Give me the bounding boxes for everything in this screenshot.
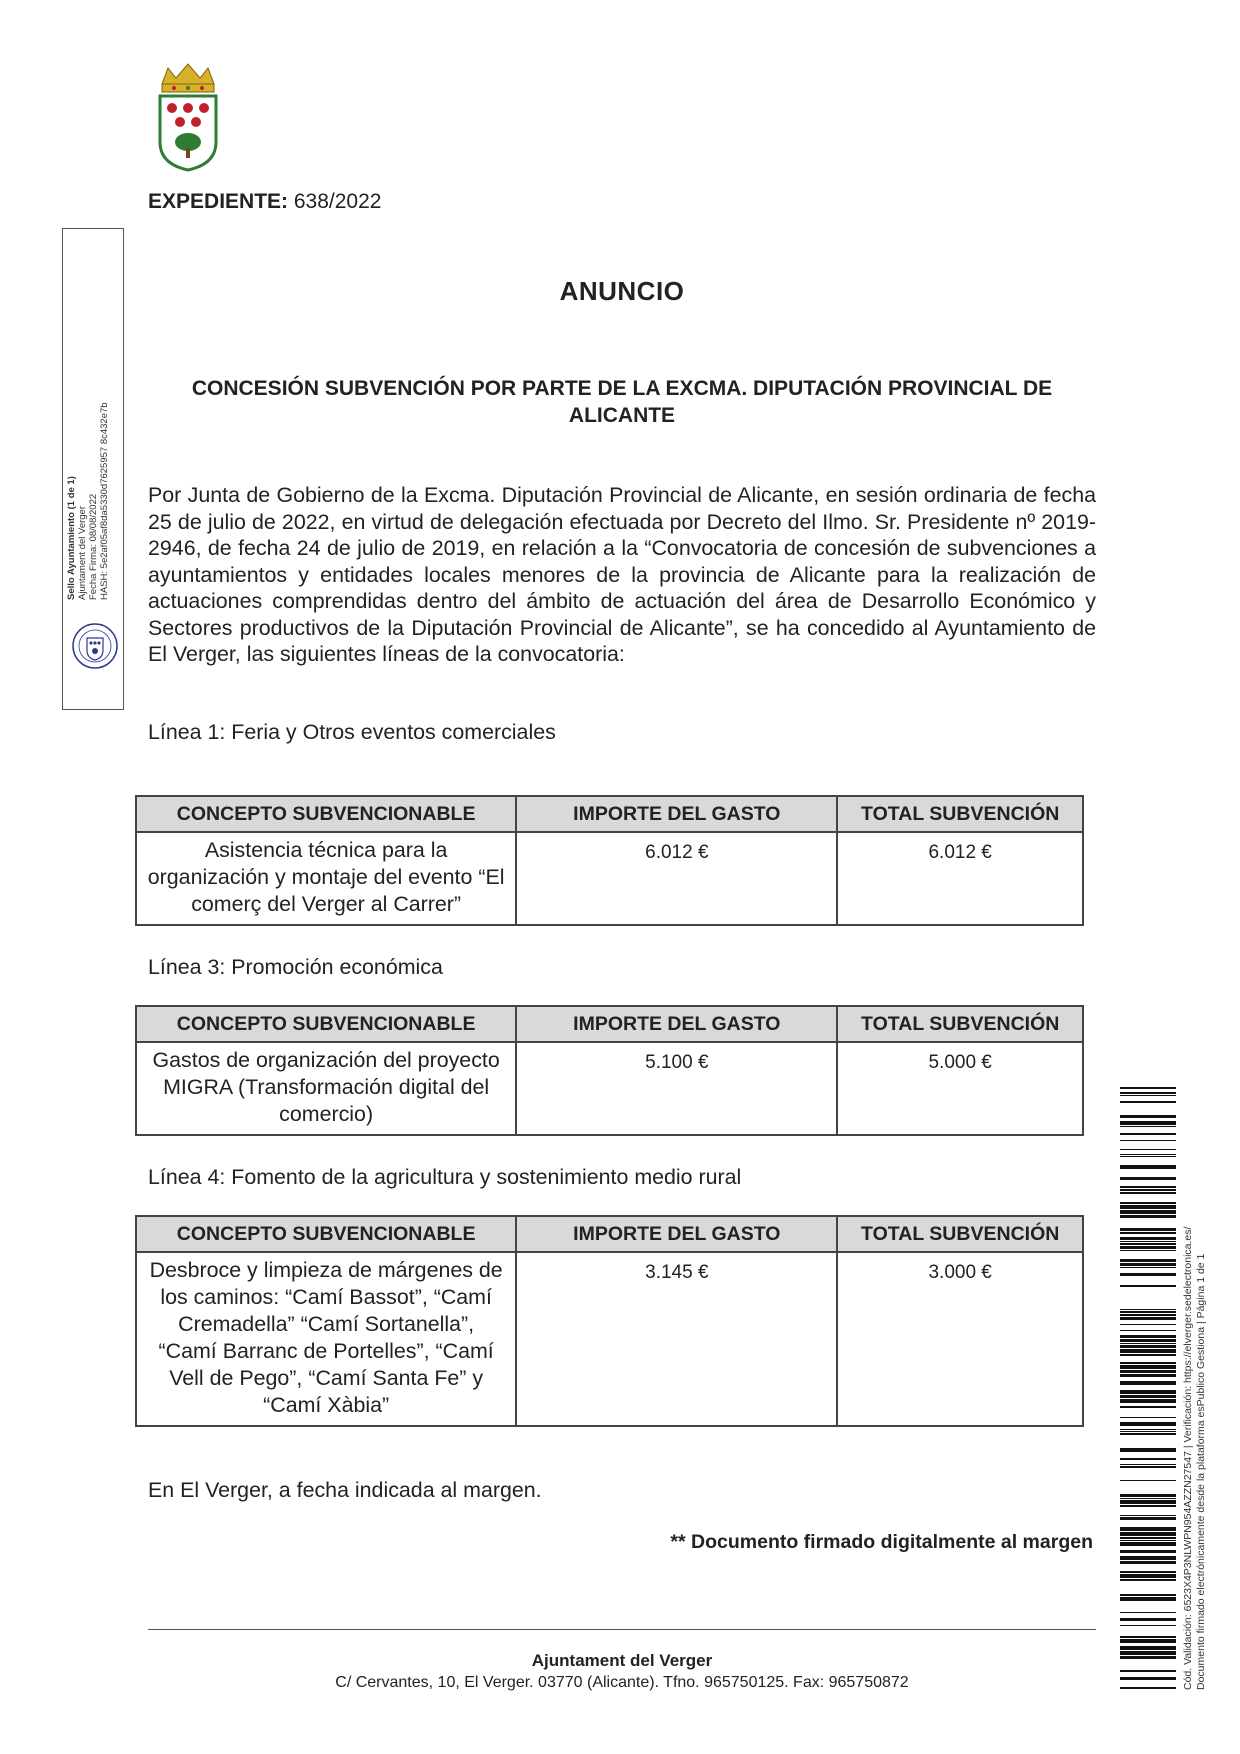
seal-line-2: Ajuntament del Verger bbox=[77, 505, 88, 600]
body-paragraph: Por Junta de Gobierno de la Excma. Diputación Provincial de Alicante, en sesión ordinaria de fecha 25 de julio de 2022, en virtud de delegación efectuada por Decreto del Ilmo. Sr. Presidente nº 2019-2946, de fecha 24 de julio de 2019, en relación a la “Convocatoria de concesión de subvenciones a ayuntamientos y entidades locales menores de la provincia de Alicante para la realización de actuaciones comprendidas dentro del ámbito de actuación del área de Desarrollo Económico y Sectores productivos de la Diputación Provincial de Alicante”, se ha concedido al Ayuntamiento de El Verger, las siguientes líneas de la convocatoria: bbox=[148, 483, 1096, 666]
document-title: ANUNCIO bbox=[559, 276, 685, 306]
header-importe: IMPORTE DEL GASTO bbox=[516, 1216, 837, 1252]
expediente-label: EXPEDIENTE: bbox=[148, 190, 289, 213]
seal-line-4: HASH: 5e2af05af8da5330d7625957 8c432e7b bbox=[99, 402, 110, 600]
linea-1-title: Línea 1: Feria y Otros eventos comerciales bbox=[148, 720, 556, 744]
footer-divider bbox=[148, 1629, 1096, 1630]
header-importe: IMPORTE DEL GASTO bbox=[516, 796, 837, 832]
cell-concepto: Gastos de organización del proyecto MIGRA (Transformación digital del comercio) bbox=[136, 1042, 516, 1135]
seal-line-1: Sello Ayuntamiento (1 de 1) bbox=[66, 476, 77, 600]
header-concepto: CONCEPTO SUBVENCIONABLE bbox=[136, 796, 516, 832]
table-row bbox=[136, 1252, 1083, 1426]
header-total: TOTAL SUBVENCIÓN bbox=[837, 1006, 1083, 1042]
expediente bbox=[148, 190, 381, 214]
closing-text: En El Verger, a fecha indicada al margen. bbox=[148, 1478, 542, 1502]
cell-concepto: Asistencia técnica para la organización y montaje del evento “El comerç del Verger al Carrer” bbox=[136, 832, 516, 925]
cell-total: 6.012 € bbox=[837, 832, 1083, 925]
table-header-row bbox=[136, 1216, 1083, 1252]
table-header-row bbox=[136, 1006, 1083, 1042]
signed-note: ** Documento firmado digitalmente al margen bbox=[670, 1531, 1093, 1553]
table-row bbox=[136, 832, 1083, 925]
linea-3-table bbox=[135, 1005, 1084, 1136]
cell-total: 5.000 € bbox=[837, 1042, 1083, 1135]
cell-total: 3.000 € bbox=[837, 1252, 1083, 1426]
header-total: TOTAL SUBVENCIÓN bbox=[837, 796, 1083, 832]
linea-4-table bbox=[135, 1215, 1084, 1427]
cell-importe: 6.012 € bbox=[516, 832, 837, 925]
header-concepto: CONCEPTO SUBVENCIONABLE bbox=[136, 1006, 516, 1042]
seal-text bbox=[66, 270, 126, 600]
cell-importe: 5.100 € bbox=[516, 1042, 837, 1135]
verification-text bbox=[1182, 1070, 1216, 1690]
seal-line-3: Fecha Firma: 08/08/2022 bbox=[88, 493, 99, 600]
seal-stamp-icon bbox=[70, 618, 120, 674]
verification-line-1: Cód. Validación: 6523X4P3NLWPN954AZZN27547 | Verificación: https://elverger.sedelectronica.es/ bbox=[1182, 1226, 1194, 1690]
cell-concepto: Desbroce y limpieza de márgenes de los caminos: “Camí Bassot”, “Camí Cremadella” “Camí Sortanella”, “Camí Barranc de Portelles”, “Camí Vell de Pego”, “Camí Santa Fe” y “Camí Xàbia” bbox=[136, 1252, 516, 1426]
header-total: TOTAL SUBVENCIÓN bbox=[837, 1216, 1083, 1252]
header-concepto: CONCEPTO SUBVENCIONABLE bbox=[136, 1216, 516, 1252]
footer-organization: Ajuntament del Verger bbox=[531, 1651, 713, 1670]
table-row bbox=[136, 1042, 1083, 1135]
cell-importe: 3.145 € bbox=[516, 1252, 837, 1426]
expediente-value: 638/2022 bbox=[293, 190, 382, 213]
linea-1-table bbox=[135, 795, 1084, 926]
table-header-row bbox=[136, 796, 1083, 832]
barcode-icon bbox=[1120, 1087, 1176, 1689]
header-importe: IMPORTE DEL GASTO bbox=[516, 1006, 837, 1042]
verification-line-2: Documento firmado electrónicamente desde la plataforma esPublico Gestiona | Página 1 de 1 bbox=[1195, 1253, 1207, 1690]
linea-3-title: Línea 3: Promoción económica bbox=[148, 955, 443, 979]
document-subtitle: CONCESIÓN SUBVENCIÓN POR PARTE DE LA EXCMA. DIPUTACIÓN PROVINCIAL DE ALICANTE bbox=[191, 377, 1053, 427]
linea-4-title: Línea 4: Fomento de la agricultura y sostenimiento medio rural bbox=[148, 1165, 742, 1189]
coat-of-arms-logo bbox=[154, 62, 222, 172]
footer-address: C/ Cervantes, 10, El Verger. 03770 (Alicante). Tfno. 965750125. Fax: 965750872 bbox=[335, 1674, 909, 1691]
